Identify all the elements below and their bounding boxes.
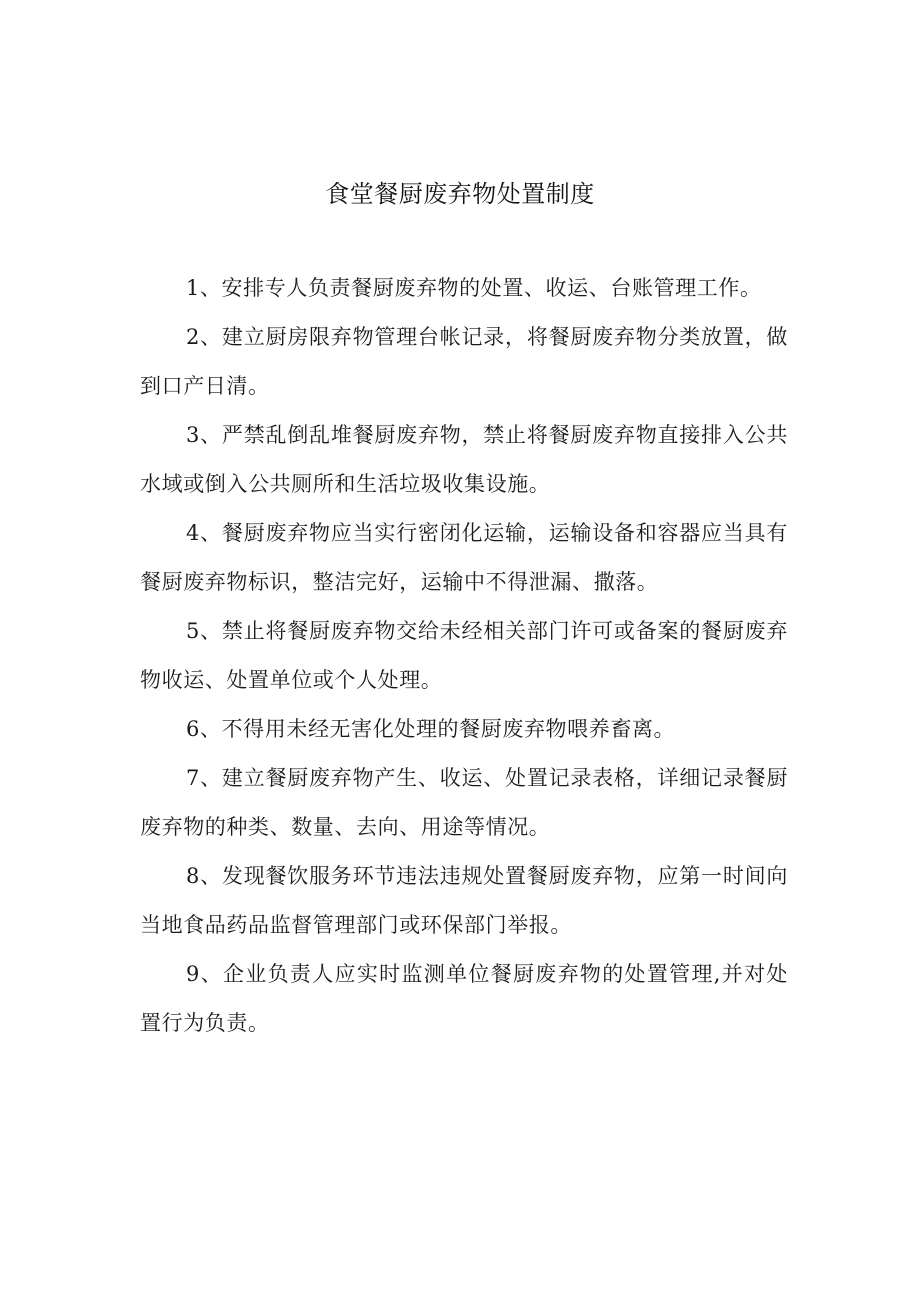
rule-item-7: 7、建立餐厨废弃物产生、收运、处置记录表格，详细记录餐厨废弃物的种类、数量、去向、用途等情况。 xyxy=(140,766,788,839)
rules-list xyxy=(140,264,788,1048)
rule-item-9: 9、企业负责人应实时监测单位餐厨废弃物的处置管理,并对处置行为负责。 xyxy=(140,962,788,1035)
rule-item-3: 3、严禁乱倒乱堆餐厨废弃物，禁止将餐厨废弃物直接排入公共水域或倒入公共厕所和生活垃圾收集设施。 xyxy=(140,423,788,496)
rule-item-5: 5、禁止将餐厨废弃物交给未经相关部门许可或备案的餐厨废弃物收运、处置单位或个人处理。 xyxy=(140,619,788,692)
rule-item-6: 6、不得用未经无害化处理的餐厨废弃物喂养畜离。 xyxy=(186,717,676,741)
rule-item-1: 1、安排专人负责餐厨废弃物的处置、收运、台账管理工作。 xyxy=(186,276,762,300)
rule-item-8: 8、发现餐饮服务环节违法违规处置餐厨废弃物，应第一时间向当地食品药品监督管理部门或环保部门举报。 xyxy=(140,864,788,937)
document-title: 食堂餐厨废弃物处置制度 xyxy=(325,180,595,208)
rule-item-4: 4、餐厨废弃物应当实行密闭化运输，运输设备和容器应当具有餐厨废弃物标识，整洁完好，运输中不得泄漏、撒落。 xyxy=(140,521,788,594)
rule-item-2: 2、建立厨房限弃物管理台帐记录，将餐厨废弃物分类放置，做到口产日清。 xyxy=(140,325,788,398)
